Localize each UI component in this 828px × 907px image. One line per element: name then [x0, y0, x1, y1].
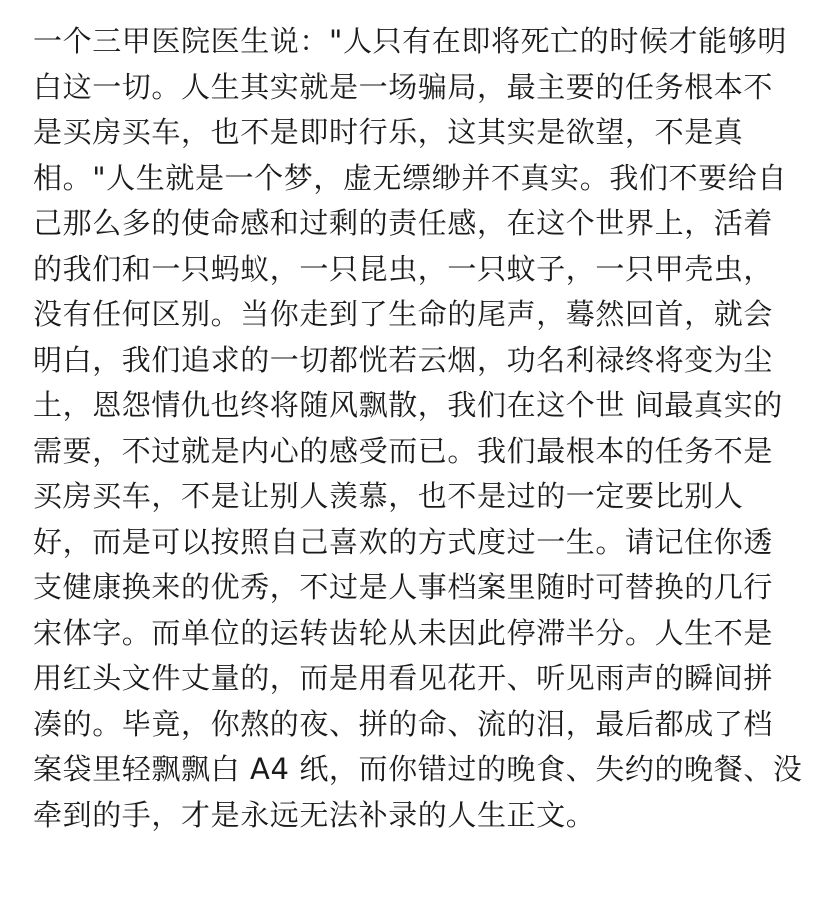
text-line: 好，而是可以按照自己喜欢的方式度过一生。请记住你透 [33, 524, 774, 559]
text-line: 没有任何区别。当你走到了生命的尾声，蓦然回首，就会 [33, 297, 774, 331]
text-line: 明白，我们追求的一切都恍若云烟，功名利禄终将变为尘 [33, 342, 774, 377]
text-line: 相。"人生就是一个梦，虚无缥缈并不真实。我们不要给自 [33, 160, 787, 195]
text-line: 凑的。毕竟，你熬的夜、拼的命、流的泪，最后都成了档 [33, 706, 774, 741]
text-line: 己那么多的使命感和过剩的责任感，在这个世界上，活着 [33, 206, 774, 240]
text-line: 案袋里轻飘飘白 A4 纸，而你错过的晚食、失约的晚餐、没 [33, 752, 803, 786]
text-line: 是买房买车，也不是即时行乐，这其实是欲望，不是真 [33, 115, 744, 149]
text-line: 牵到的手，才是永远无法补录的人生正文。 [33, 797, 596, 832]
text-line: 一个三甲医院医生说："人只有在即将死亡的时候才能够明 [33, 24, 787, 58]
text-line: 买房买车，不是让别人羡慕，也不是过的一定要比别人 [33, 479, 744, 513]
text-line: 支健康换来的优秀，不过是人事档案里随时可替换的几行 [33, 570, 774, 604]
text-line: 土，恩怨情仇也终将随风飘散，我们在这个世 间最真实的 [33, 388, 783, 422]
text-line: 白这一切。人生其实就是一场骗局，最主要的任务根本不 [33, 69, 774, 104]
text-line: 的我们和一只蚂蚁，一只昆虫，一只蚊子，一只甲壳虫， [33, 251, 774, 286]
text-line: 需要，不过就是内心的感受而已。我们最根本的任务不是 [33, 433, 774, 468]
text-line: 宋体字。而单位的运转齿轮从未因此停滞半分。人生不是 [33, 615, 774, 650]
text-line: 用红头文件丈量的，而是用看见花开、听见雨声的瞬间拼 [33, 661, 774, 695]
